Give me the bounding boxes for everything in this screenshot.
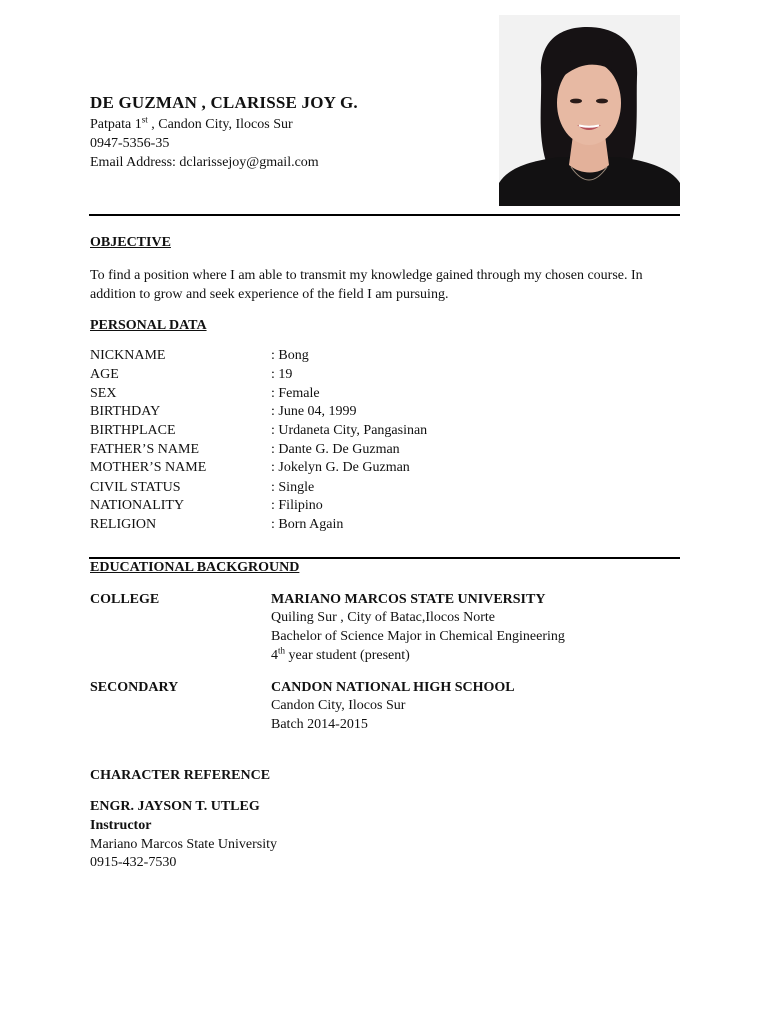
personal-row-civil-status [90,479,650,498]
personal-row-birthday [90,403,650,422]
field-label: CIVIL STATUS [90,480,181,495]
college-year-text: year student (present) [285,648,410,663]
field-label: RELIGION [90,517,157,532]
secondary-batch: Batch 2014-2015 [271,717,368,732]
personal-row-age [90,366,650,385]
college-school: MARIANO MARCOS STATE UNIVERSITY [271,592,546,607]
field-label: NICKNAME [90,348,166,363]
personal-row-religion [90,516,650,535]
objective-line-1: To find a position where I am able to transmit my knowledge gained through my chosen course. In [90,268,643,283]
profile-photo [499,15,680,206]
education-divider [89,557,680,559]
email-address: Email Address: dclarissejoy@gmail.com [90,155,319,170]
personal-row-nationality [90,497,650,516]
field-label: FATHER’S NAME [90,442,200,457]
header-divider [89,214,680,216]
education-heading: EDUCATIONAL BACKGROUND [90,560,300,575]
personal-row-mothers-name [90,459,650,478]
field-value: : 19 [271,367,293,382]
field-value: : Jokelyn G. De Guzman [271,460,410,475]
secondary-label: SECONDARY [90,680,179,695]
address-street: Patpata 1 [90,117,142,132]
objective-line-2: addition to grow and seek experience of the field I am pursuing. [90,287,449,302]
phone-number: 0947-5356-35 [90,136,170,151]
personal-row-nickname [90,347,650,366]
field-value: : Filipino [271,498,323,513]
field-value: : Female [271,386,320,401]
field-value: : June 04, 1999 [271,404,357,419]
reference-title: Instructor [90,818,152,833]
college-course: Bachelor of Science Major in Chemical Engineering [271,629,565,644]
college-year-number: 4 [271,648,278,663]
secondary-address: Candon City, Ilocos Sur [271,698,406,713]
personal-row-sex [90,385,650,404]
address-line [90,116,293,134]
applicant-name: DE GUZMAN , CLARISSE JOY G. [90,93,358,112]
field-label: AGE [90,367,119,382]
field-label: NATIONALITY [90,498,185,513]
reference-name: ENGR. JAYSON T. UTLEG [90,799,260,814]
field-label: SEX [90,386,117,401]
personal-row-birthplace [90,422,650,441]
field-value: : Born Again [271,517,344,532]
personal-data-heading: PERSONAL DATA [90,318,207,333]
college-label: COLLEGE [90,592,160,607]
college-year-ordinal: th [278,645,286,656]
field-label: BIRTHPLACE [90,423,176,438]
address-city: , Candon City, Ilocos Sur [147,117,293,132]
field-value: : Bong [271,348,309,363]
field-value: : Single [271,480,315,495]
field-label: BIRTHDAY [90,404,161,419]
college-year [271,647,410,665]
field-value: : Urdaneta City, Pangasinan [271,423,428,438]
objective-heading: OBJECTIVE [90,235,171,250]
personal-row-fathers-name [90,441,650,460]
field-value: : Dante G. De Guzman [271,442,400,457]
reference-phone: 0915-432-7530 [90,855,177,870]
reference-organization: Mariano Marcos State University [90,837,278,852]
college-address: Quiling Sur , City of Batac,Ilocos Norte [271,610,495,625]
field-label: MOTHER’S NAME [90,460,207,475]
secondary-school: CANDON NATIONAL HIGH SCHOOL [271,680,515,695]
address-ordinal: st [141,114,148,125]
reference-heading: CHARACTER REFERENCE [90,768,271,783]
